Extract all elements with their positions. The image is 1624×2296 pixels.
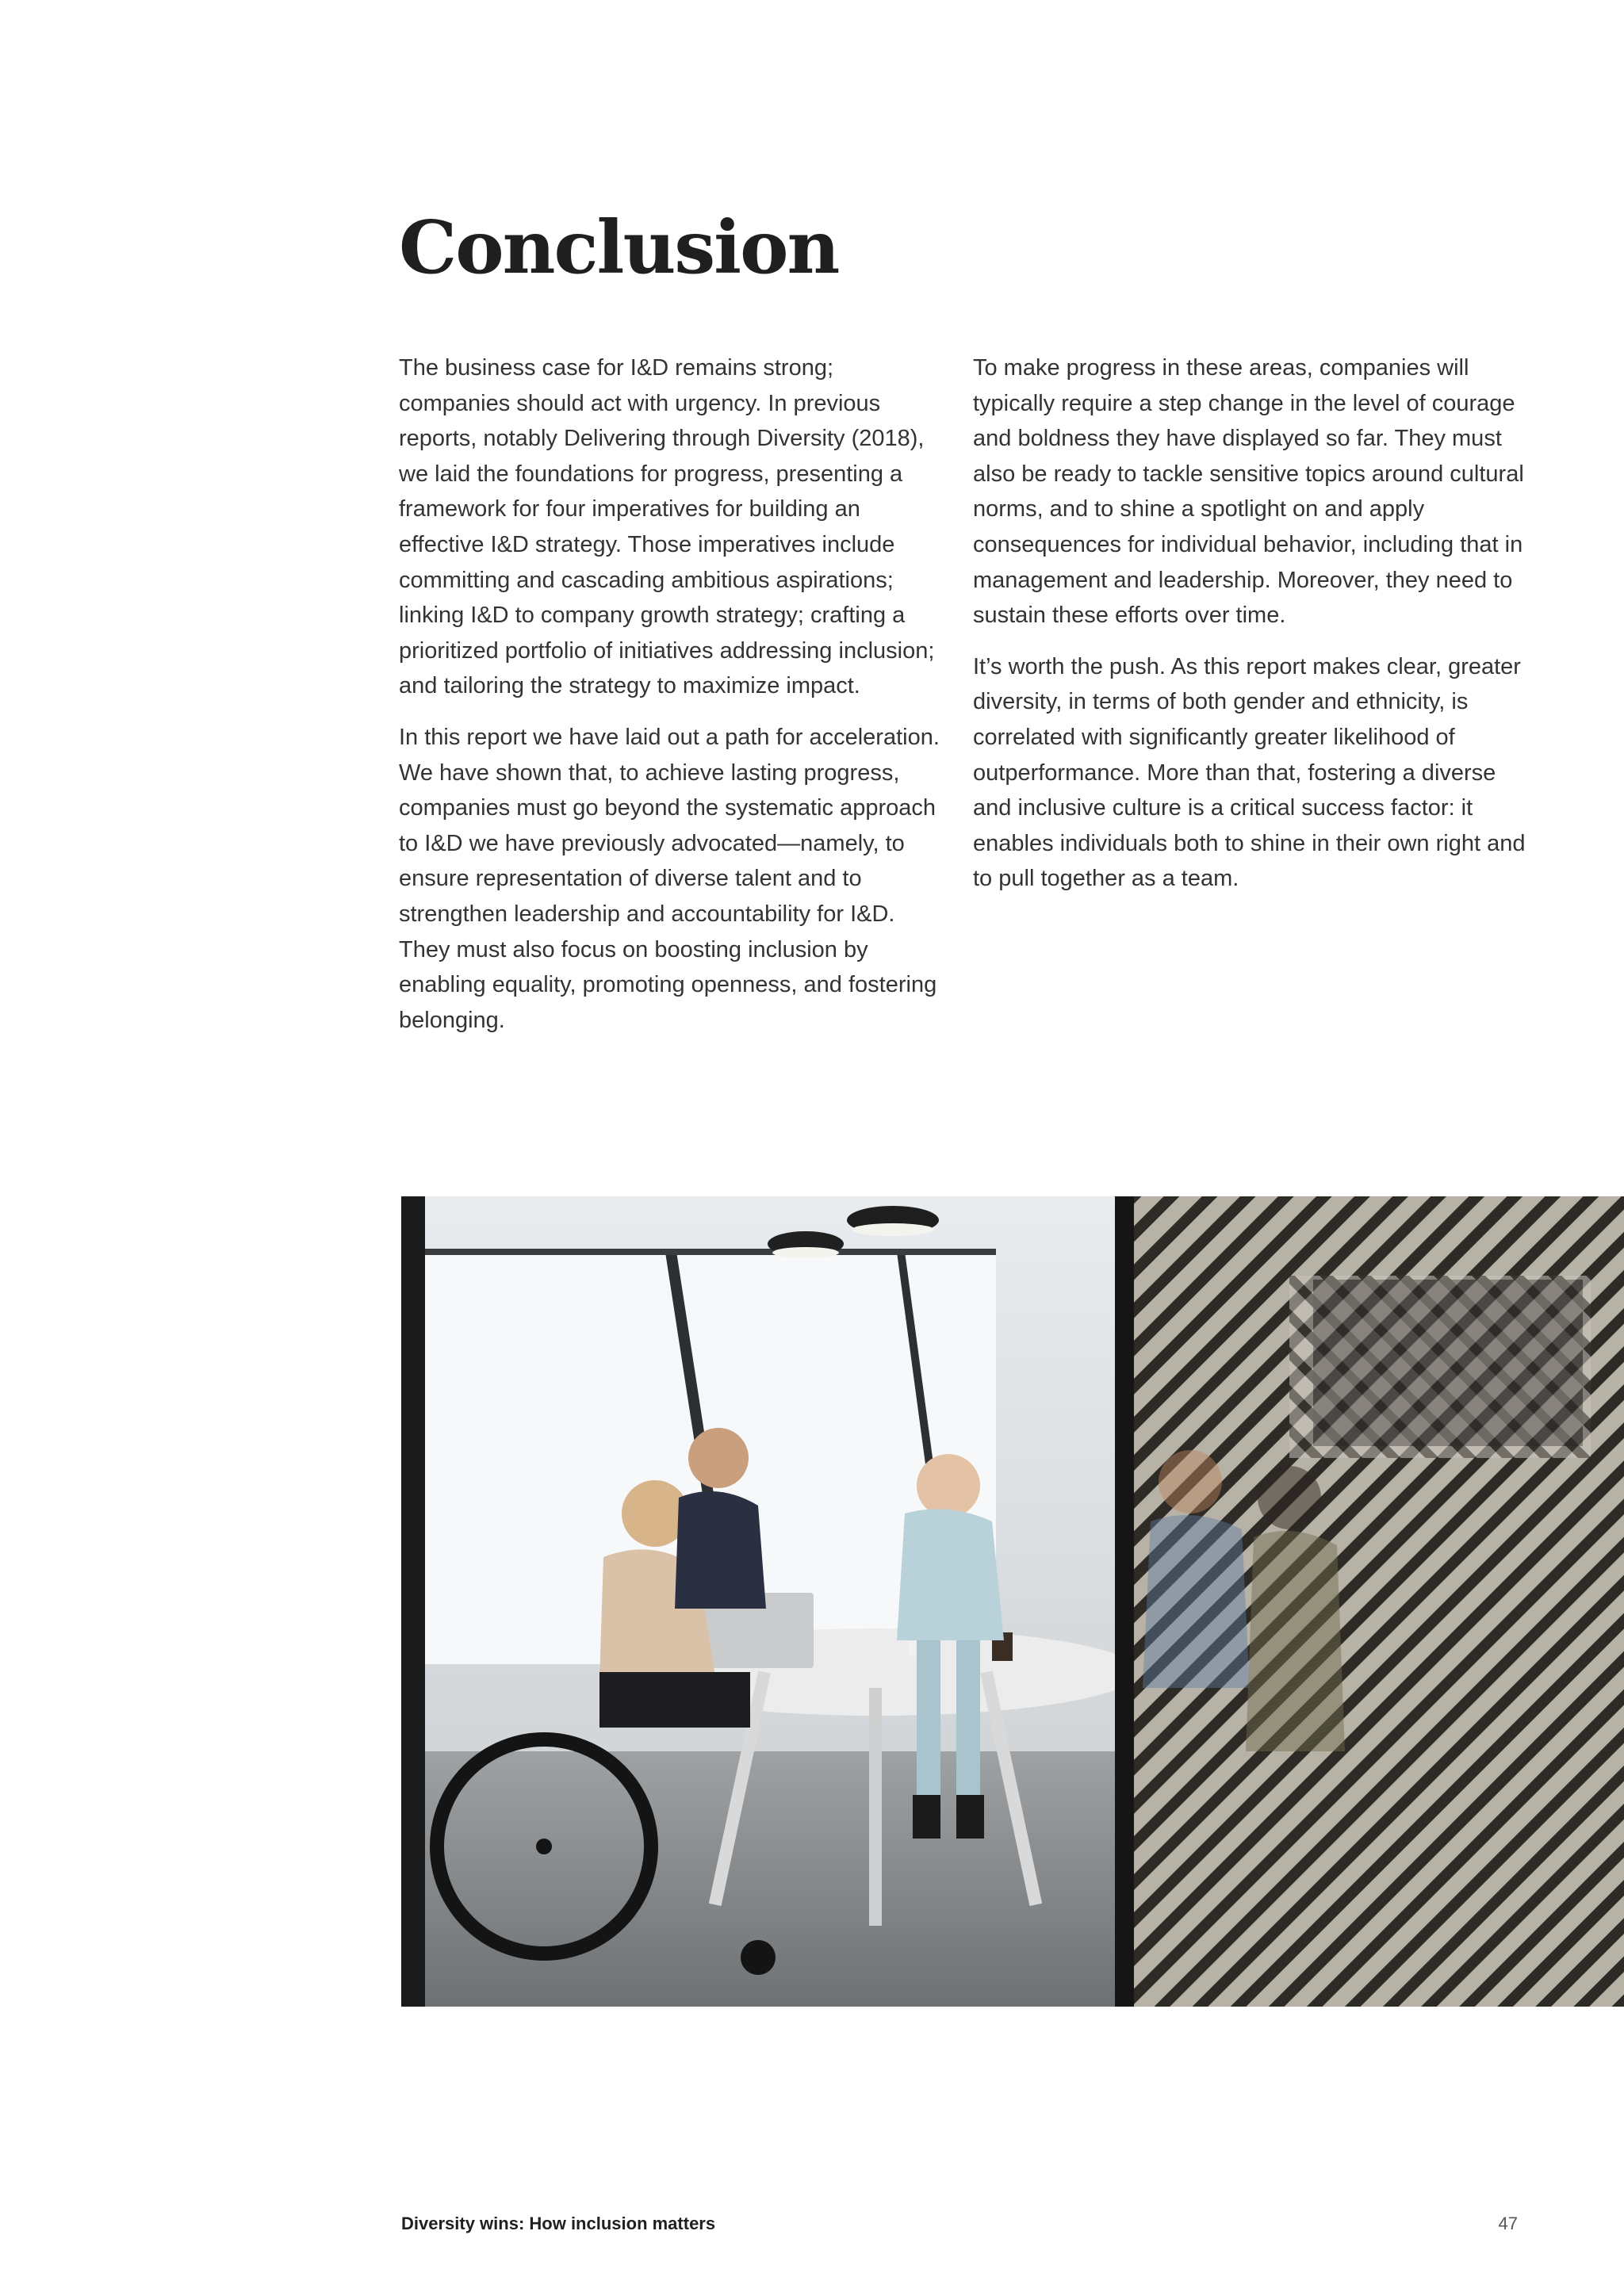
paragraph: It’s worth the push. As this report makes clear, greater diversity, in terms of both gender and ethnicity, is correlated with significantly greater likelihood of outperformance. More than that, fostering a diverse and inclusive culture is a critical success factor: it enables individuals both to shine in their own right and to pull together as a team. bbox=[973, 653, 1526, 892]
paragraph: In this report we have laid out a path for acceleration. We have shown that, to achieve lasting progress, companies must go beyond the systematic approach to I&D we have previously advocated—namely, to ensure representation of diverse talent and to strengthen leadership and accountability for I&D. They must also focus on boosting inclusion by enabling equality, promoting openness, and fostering belonging. bbox=[399, 724, 940, 1033]
page-title: Conclusion bbox=[399, 205, 839, 290]
footer-page-number: 47 bbox=[1498, 2214, 1518, 2233]
left-text-column bbox=[399, 350, 946, 1054]
right-text-column bbox=[973, 350, 1528, 913]
meeting-photo-illustration bbox=[401, 1196, 1624, 2007]
footer-publication-title: Diversity wins: How inclusion matters bbox=[401, 2214, 716, 2233]
paragraph: To make progress in these areas, companies will typically require a step change in the level of courage and boldness they have displayed so far. They must also be ready to tackle sensitive topics around cultural norms, and to shine a spotlight on and apply consequences for individual behavior, including that in management and leadership. Moreover, they need to sustain these efforts over time. bbox=[973, 355, 1524, 629]
meeting-photo bbox=[401, 1196, 1624, 2007]
paragraph: The business case for I&D remains strong; companies should act with urgency. In previous reports, notably Delivering through Diversity (2018), we laid the foundations for progress, presenting a framework for four imperatives for building an effective I&D strategy. Those imperatives include committing and cascading ambitious aspirations; linking I&D to company growth strategy; crafting a prioritized portfolio of initiatives addressing inclusion; and tailoring the strategy to maximize impact. bbox=[399, 355, 935, 699]
